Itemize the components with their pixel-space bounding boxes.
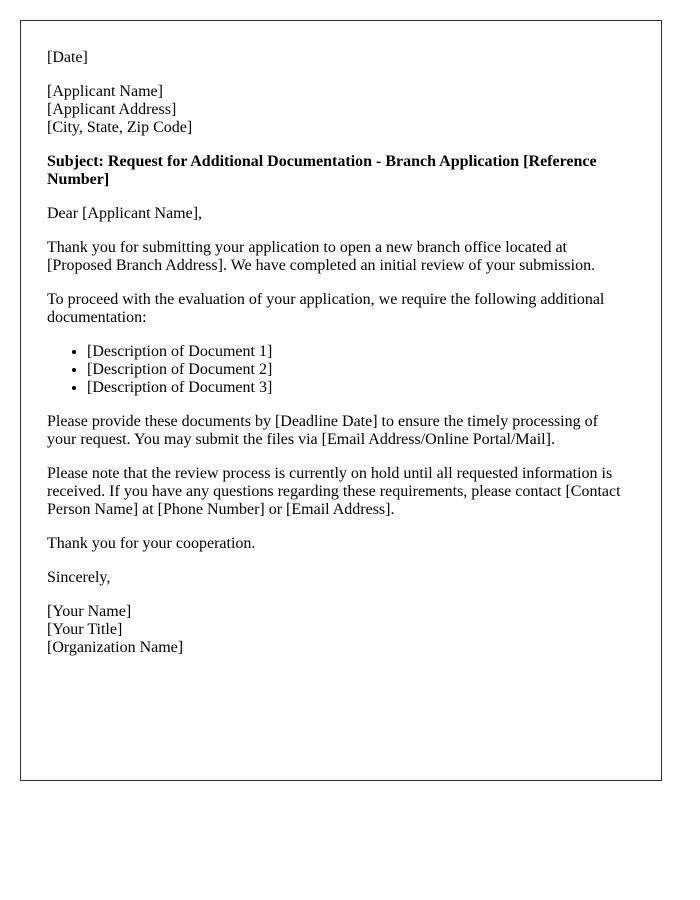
recipient-city-state-zip: [City, State, Zip Code]	[47, 119, 193, 136]
list-item-document-2: • [Description of Document 2]	[87, 361, 624, 379]
salutation: Dear [Applicant Name],	[47, 205, 203, 222]
signature-name: [Your Name]	[47, 603, 132, 620]
date-line: [Date]	[47, 49, 88, 66]
recipient-block	[47, 83, 624, 137]
signature-title: [Your Title]	[47, 621, 123, 638]
paragraph-request: To proceed with the evaluation of your application, we require the following additional documentation:	[47, 291, 605, 326]
paragraph-deadline: Please provide these documents by [Deadline Date] to ensure the timely processing of your request. You may submit the files via [Email Address/Online Portal/Mail].	[47, 413, 598, 448]
subject-line: Subject: Request for Additional Documentation - Branch Application [Reference Number]	[47, 153, 597, 188]
paragraph-thanks: Thank you for your cooperation.	[47, 535, 256, 552]
list-item-document-1: • [Description of Document 1]	[87, 343, 624, 361]
signature-organization: [Organization Name]	[47, 639, 184, 656]
signature-block	[47, 603, 624, 657]
letter-document	[20, 20, 662, 781]
document-list	[47, 343, 624, 397]
closing: Sincerely,	[47, 569, 111, 586]
paragraph-intro: Thank you for submitting your application to open a new branch office located at [Proposed Branch Address]. We have completed an initial review of your submission.	[47, 239, 596, 274]
paragraph-note: Please note that the review process is currently on hold until all requested information is received. If you have any questions regarding these requirements, please contact [Contact Person Name] at [Phone Number] or [Email Address].	[47, 465, 621, 518]
recipient-address: [Applicant Address]	[47, 101, 177, 118]
recipient-name: [Applicant Name]	[47, 83, 163, 100]
list-item-document-3: • [Description of Document 3]	[87, 379, 624, 397]
